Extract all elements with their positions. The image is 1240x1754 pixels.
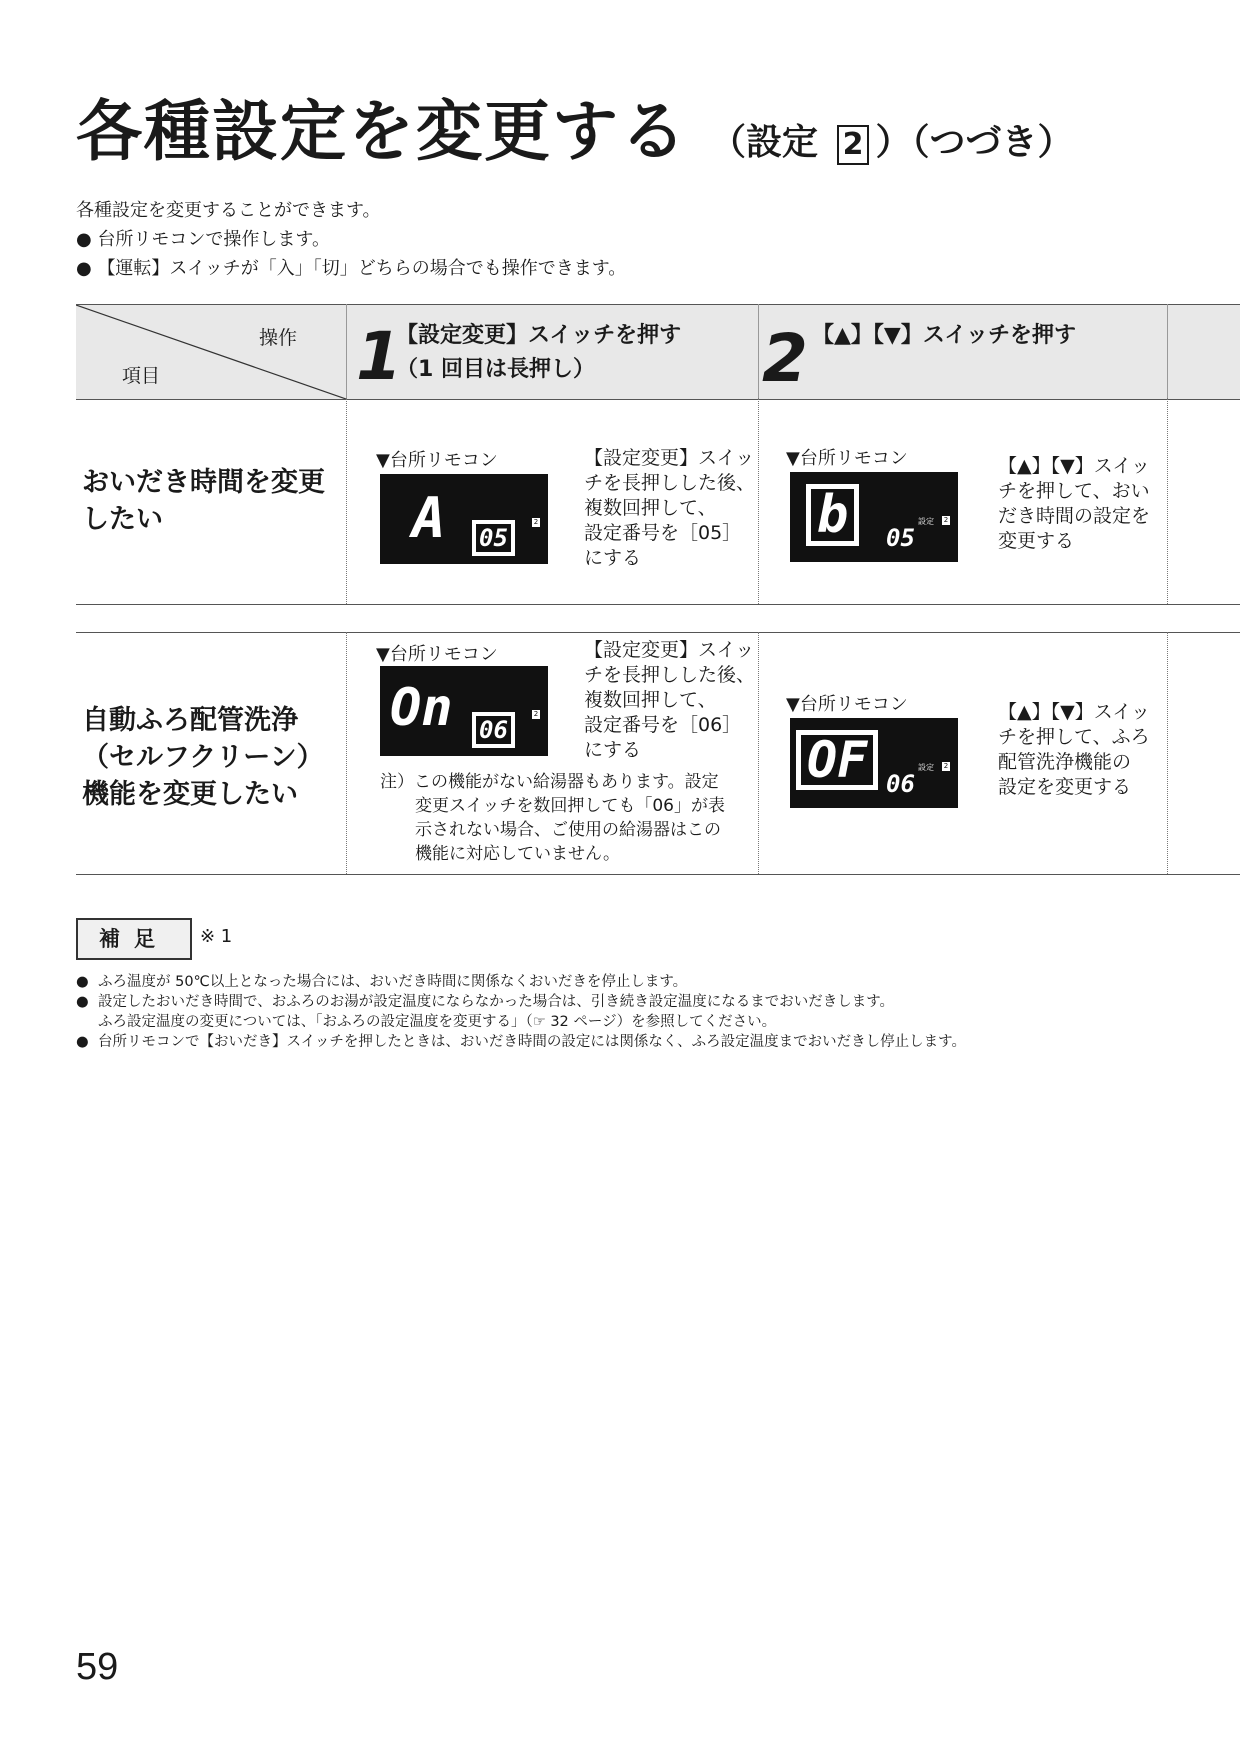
row-label-line: 機能を変更したい — [82, 779, 298, 810]
desc-line: チを長押しした後、 — [584, 472, 756, 494]
note-line: 機能に対応していません。 — [415, 844, 621, 864]
supplement-label: 補足 — [76, 918, 192, 960]
title-main: 各種設定を変更する — [76, 93, 688, 170]
column-divider — [1167, 632, 1168, 874]
desc-line: 変更する — [998, 530, 1075, 552]
row-label-line: 自動ふろ配管洗浄 — [82, 705, 298, 736]
step-2-text — [812, 319, 1076, 353]
desc-line: にする — [584, 739, 642, 761]
supplement-item: ふろ設定温度の変更については、「おふろの設定温度を変更する」（☞ 32 ページ）を参照してください。 — [98, 1014, 777, 1030]
column-divider — [758, 304, 759, 398]
header-item: 項目 — [122, 365, 161, 387]
note-line: 示されない場合、ご使用の給湯器はこの — [415, 820, 721, 840]
lcd-indicator: 2 — [943, 516, 949, 524]
remote-label: ▼台所リモコン — [786, 448, 908, 469]
desc-line: 設定番号を［06］ — [584, 714, 742, 736]
row-divider — [76, 874, 1240, 875]
step-1-number: 1 — [356, 318, 402, 395]
supplement-item: ● 台所リモコンで【おいだき】スイッチを押したときは、おいだき時間の設定には関係なく、ふろ設定温度までおいだきし停止します。 — [76, 1032, 966, 1052]
step-1-line1: 【設定変更】スイッチを押す — [396, 323, 682, 348]
page-number: 59 — [76, 1646, 119, 1688]
step-2-description — [998, 454, 1150, 554]
desc-line: 複数回押して、 — [584, 689, 717, 711]
row-label-line: したい — [82, 504, 163, 535]
row-label-line: （セルフクリーン） — [82, 742, 324, 773]
column-divider — [758, 398, 759, 604]
lcd-display — [790, 472, 958, 562]
lcd-setting-number: 06 — [474, 714, 513, 746]
step-1-note — [380, 770, 725, 866]
lcd-indicator: 2 — [943, 762, 949, 770]
note-line: 注）この機能がない給湯器もあります。設定 — [380, 772, 719, 792]
desc-line: 設定を変更する — [998, 776, 1132, 798]
desc-line: チを長押しした後、 — [584, 664, 756, 686]
intro — [76, 196, 626, 283]
lcd-setting-number: 05 — [474, 522, 513, 554]
column-divider — [1167, 398, 1168, 604]
table-header — [76, 304, 1240, 400]
lcd-setting-number: 05 — [886, 524, 915, 552]
lcd-display — [380, 474, 548, 564]
intro-line: 各種設定を変更することができます。 — [76, 200, 381, 221]
supplement-list — [76, 972, 966, 1052]
step-2-number: 2 — [762, 320, 808, 397]
title-sub — [710, 122, 1073, 163]
page-title — [76, 78, 1073, 173]
row-divider — [76, 604, 1240, 605]
lcd-main-char: A — [412, 486, 446, 551]
remote-label: ▼台所リモコン — [786, 694, 908, 715]
title-sub-number: 2 — [837, 125, 870, 165]
step-2-line1: 【▲】【▼】スイッチを押す — [812, 323, 1076, 348]
header-operation: 操作 — [259, 327, 298, 349]
step-1-description — [584, 446, 755, 571]
remote-label: ▼台所リモコン — [376, 644, 498, 665]
supplement-ref: ※ 1 — [200, 926, 233, 947]
row-label-line: おいだき時間を変更 — [82, 467, 325, 498]
desc-line: 【設定変更】スイッ — [584, 447, 755, 469]
lcd-main-char: OF — [798, 732, 876, 788]
step-1-line2: （1 回目は長押し） — [396, 357, 595, 382]
column-divider — [758, 632, 759, 874]
lcd-setting-label: 設定 — [918, 517, 934, 526]
desc-line: だき時間の設定を — [998, 505, 1151, 527]
desc-line: 【▲】【▼】スイッ — [998, 701, 1150, 723]
desc-line: 配管洗浄機能の — [998, 751, 1132, 773]
lcd-display — [380, 666, 548, 756]
lcd-indicator: 2 — [533, 710, 539, 718]
desc-line: チを押して、ふろ — [998, 726, 1150, 748]
step-1-description — [584, 638, 755, 763]
lcd-main-char: b — [808, 486, 857, 544]
desc-line: 複数回押して、 — [584, 497, 717, 519]
lcd-display — [790, 718, 958, 808]
column-divider — [346, 304, 347, 398]
column-divider — [346, 398, 347, 604]
lcd-setting-number: 06 — [886, 770, 915, 798]
title-sub-open: （設定 — [710, 122, 819, 163]
step-2-description — [998, 700, 1150, 800]
desc-line: 【設定変更】スイッ — [584, 639, 755, 661]
desc-line: にする — [584, 547, 642, 569]
column-divider — [1167, 304, 1168, 398]
note-line: 変更スイッチを数回押しても「06」が表 — [415, 796, 725, 816]
desc-line: 【▲】【▼】スイッ — [998, 455, 1150, 477]
intro-bullet: ● 【運転】スイッチが「入」「切」どちらの場合でも操作できます。 — [76, 254, 626, 283]
lcd-indicator: 2 — [533, 518, 539, 526]
row-divider — [76, 632, 1240, 633]
supplement-item: ● ふろ温度が 50℃以上となった場合には、おいだき時間に関係なくおいだきを停止します。 — [76, 972, 966, 992]
header-diagonal — [76, 305, 346, 399]
step-1-text — [396, 319, 681, 387]
intro-bullet: ● 台所リモコンで操作します。 — [76, 225, 626, 254]
column-divider — [346, 632, 347, 874]
lcd-setting-label: 設定 — [918, 763, 934, 772]
row-label — [82, 464, 325, 538]
title-sub-close: ）（つづき） — [875, 122, 1074, 163]
row-label — [82, 702, 324, 813]
desc-line: チを押して、おい — [998, 480, 1150, 502]
remote-label: ▼台所リモコン — [376, 450, 498, 471]
lcd-main-char: On — [390, 678, 453, 738]
supplement-item: ● 設定したおいだき時間で、おふろのお湯が設定温度にならなかった場合は、引き続き設定温度になるまでおいだきします。 — [76, 992, 966, 1012]
desc-line: 設定番号を［05］ — [584, 522, 742, 544]
